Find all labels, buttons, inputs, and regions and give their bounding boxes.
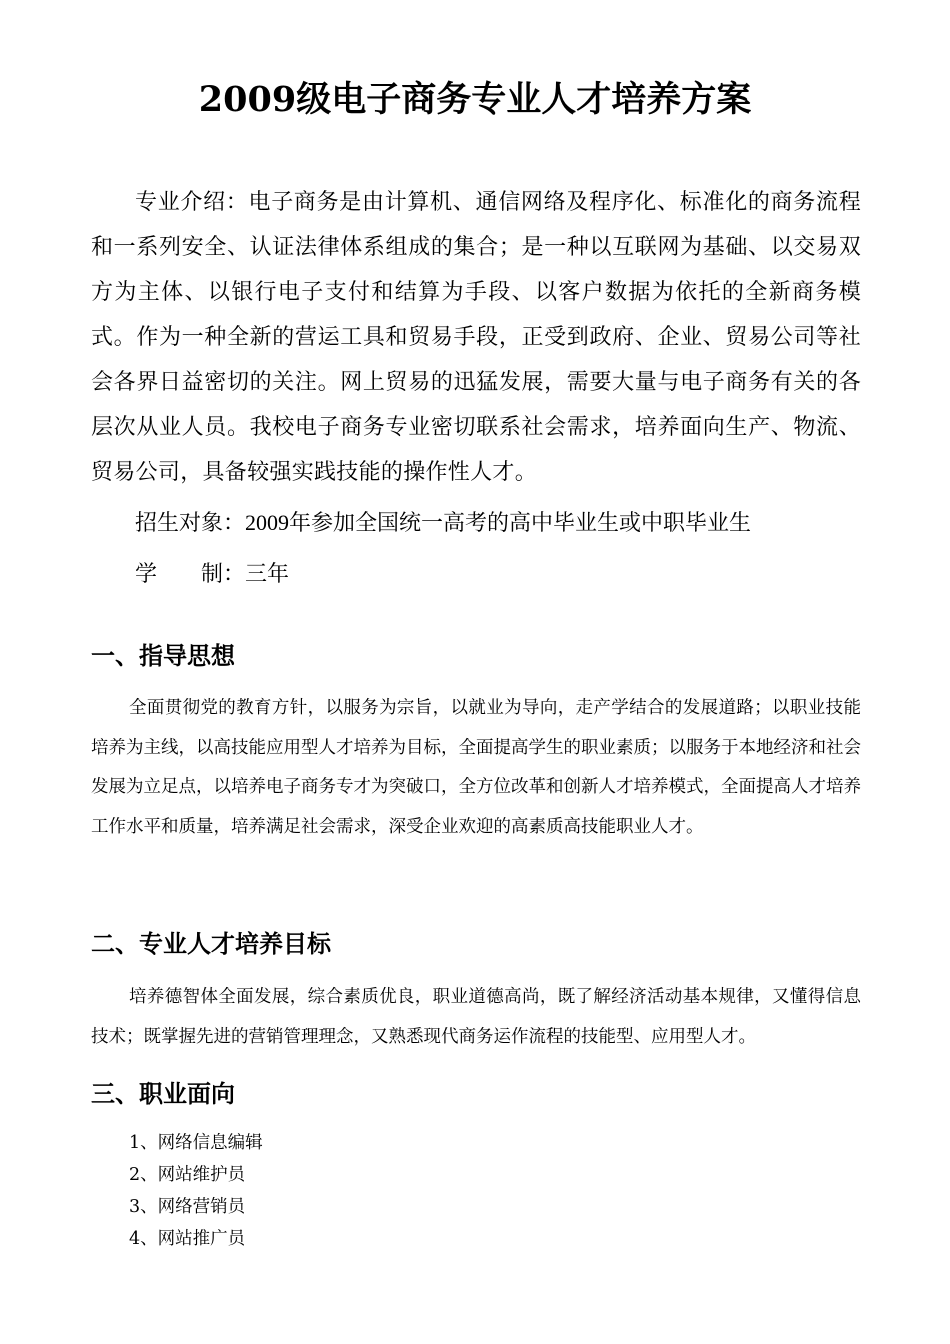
document-title [0,78,950,122]
duration-line [135,560,289,590]
title-year: 2009 [198,79,297,120]
section-body-guiding-ideology: 全面贯彻党的教育方针，以服务为宗旨，以就业为导向，走产学结合的发展道路；以职业技能培养为主线，以高技能应用型人才培养为目标，全面提高学生的职业素质；以服务于本地经济和社会发展为立足点，以培养电子商务专才为突破口，全方位改革和创新人才培养模式，全面提高人才培养工作水平和质量，培养满足社会需求，深受企业欢迎的高素质高技能职业人才。 [91,698,861,837]
list-item: 1、网络信息编辑 [129,1133,263,1153]
enrollment-text: 年参加全国统一高考的高中毕业生或中职毕业生 [289,511,752,536]
section-heading-training-goal: 二、专业人才培养目标 [91,930,331,958]
list-item: 3、网络营销员 [129,1197,246,1217]
enrollment-label: 招生对象： [135,511,246,536]
list-item: 2、网站维护员 [129,1165,246,1185]
list-item: 4、网站推广员 [129,1229,246,1249]
title-text: 级电子商务专业人才培养方案 [296,79,752,120]
enrollment-year: 2009 [245,510,290,535]
intro-paragraph: 专业介绍：电子商务是由计算机、通信网络及程序化、标准化的商务流程和一系列安全、认证法律体系组成的集合；是一种以互联网为基础、以交易双方为主体、以银行电子支付和结算为手段、以客户数据为依托的全新商务模式。作为一种全新的营运工具和贸易手段，正受到政府、企业、贸易公司等社会各界日益密切的关注。网上贸易的迅猛发展，需要大量与电子商务有关的各层次从业人员。我校电子商务专业密切联系社会需求，培养面向生产、物流、贸易公司，具备较强实践技能的操作性人才。 [91,190,861,485]
career-list [129,1127,263,1255]
duration-label: 学 制： [135,562,246,587]
duration-value: 三年 [245,562,290,587]
section-heading-guiding-ideology: 一、指导思想 [91,642,235,670]
section-body-training-goal: 培养德智体全面发展，综合素质优良，职业道德高尚，既了解经济活动基本规律，又懂得信息技术；既掌握先进的营销管理理念，又熟悉现代商务运作流程的技能型、应用型人才。 [91,987,861,1047]
section-heading-career-orientation: 三、职业面向 [91,1080,235,1108]
enrollment-line [135,508,751,539]
